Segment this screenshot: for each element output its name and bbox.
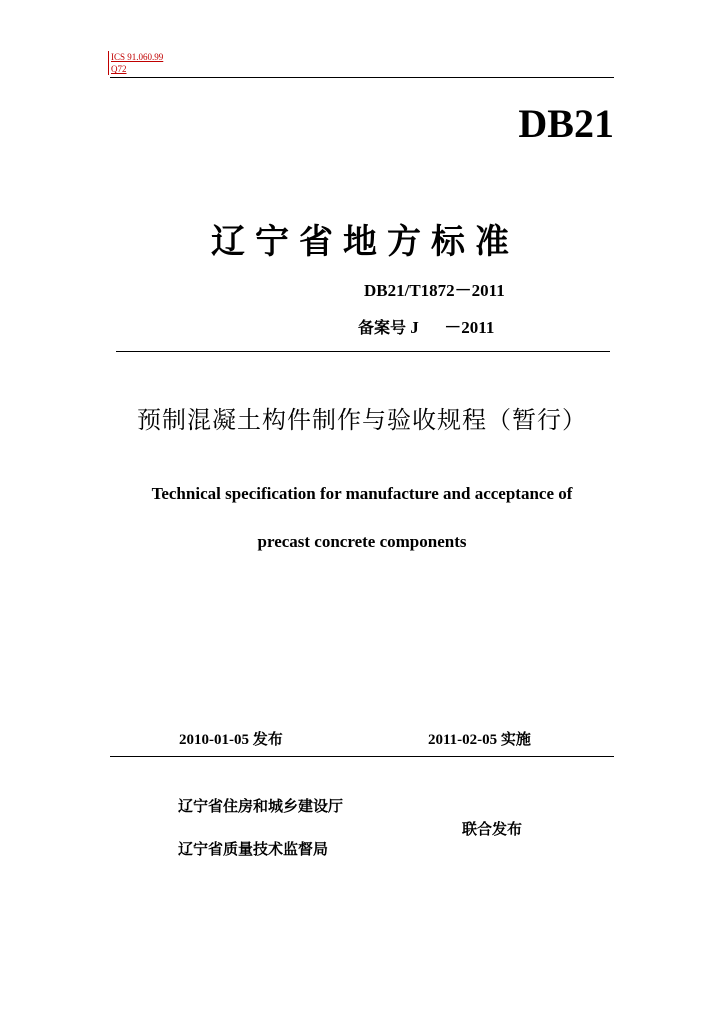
standard-type-title: 辽宁省地方标准 xyxy=(211,222,519,262)
publish-date: 2010-01-05 xyxy=(179,732,249,748)
ccs-code: Q72 xyxy=(111,64,127,74)
issuer-1: 辽宁省住房和城乡建设厅 xyxy=(178,797,344,815)
top-rule xyxy=(110,77,614,78)
joint-issue-label: 联合发布 xyxy=(462,820,523,838)
document-title-en-line2: precast concrete components xyxy=(257,532,467,551)
standard-number: DB21/T1872－2011 xyxy=(364,281,505,300)
ics-code: ICS 91.060.99 xyxy=(111,52,164,62)
record-value: J －2011 xyxy=(410,318,495,337)
document-title-cn: 预制混凝土构件制作与验收规程（暂行） xyxy=(137,406,587,434)
effective-date-line xyxy=(428,728,531,749)
publish-label: 发布 xyxy=(252,730,283,748)
issuer-2: 辽宁省质量技术监督局 xyxy=(178,840,329,858)
effective-date: 2011-02-05 xyxy=(428,732,498,748)
effective-label: 实施 xyxy=(500,730,531,748)
standard-code-mark: DB21 xyxy=(518,101,614,146)
record-number xyxy=(358,313,494,338)
classification-codes xyxy=(108,51,163,75)
publish-date-line xyxy=(179,728,283,749)
record-label: 备案号 xyxy=(358,318,407,337)
document-title-en-line1: Technical specification for manufacture and acceptance of xyxy=(151,484,573,503)
title-rule xyxy=(116,351,610,352)
bottom-rule xyxy=(110,756,614,757)
